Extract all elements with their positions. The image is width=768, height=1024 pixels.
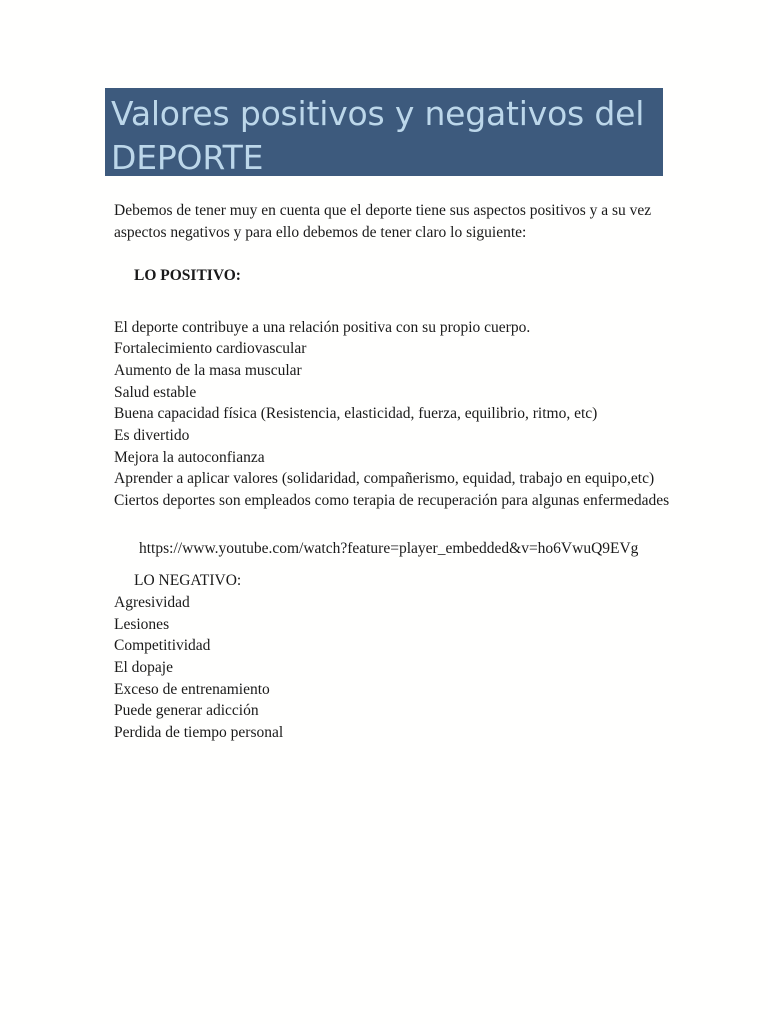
youtube-link[interactable]: https://www.youtube.com/watch?feature=player_embedded&v=ho6VwuQ9EVg xyxy=(139,539,639,557)
list-item: Competitividad xyxy=(114,637,211,655)
list-item: Ciertos deportes son empleados como terapia de recuperación para algunas enfermedades xyxy=(114,492,670,510)
list-item: Puede generar adicción xyxy=(114,702,259,720)
list-item: Exceso de entrenamiento xyxy=(114,680,270,698)
list-item: Lesiones xyxy=(114,615,170,633)
list-item: Mejora la autoconfianza xyxy=(114,448,265,466)
list-item: Buena capacidad física (Resistencia, elasticidad, fuerza, equilibrio, ritmo, etc) xyxy=(114,405,598,423)
spacer xyxy=(114,512,696,538)
list-item: Fortalecimiento cardiovascular xyxy=(114,340,307,358)
document-body xyxy=(114,200,696,744)
list-item: El deporte contribuye a una relación positiva con su propio cuerpo. xyxy=(114,318,531,336)
positive-items-list xyxy=(114,317,696,512)
spacer xyxy=(114,287,696,317)
list-item: Salud estable xyxy=(114,383,197,401)
list-item: Es divertido xyxy=(114,427,190,445)
negative-section-heading: LO NEGATIVO: xyxy=(134,572,242,590)
list-item: Perdida de tiempo personal xyxy=(114,724,284,742)
list-item: Agresividad xyxy=(114,593,190,611)
positive-section-heading: LO POSITIVO: xyxy=(134,267,241,284)
spacer xyxy=(114,243,696,265)
list-item: Aprender a aplicar valores (solidaridad, compañerismo, equidad, trabajo en equipo,etc) xyxy=(114,470,655,488)
document-title: Valores positivos y negativos del DEPORTE xyxy=(111,94,655,177)
title-banner xyxy=(105,88,663,176)
list-item: El dopaje xyxy=(114,658,173,676)
intro-paragraph: Debemos de tener muy en cuenta que el deporte tiene sus aspectos positivos y a su vez aspectos negativos y para ello debemos de tener claro lo siguiente: xyxy=(114,202,652,241)
negative-items-list xyxy=(114,592,696,744)
list-item: Aumento de la masa muscular xyxy=(114,361,302,379)
spacer xyxy=(114,559,696,570)
